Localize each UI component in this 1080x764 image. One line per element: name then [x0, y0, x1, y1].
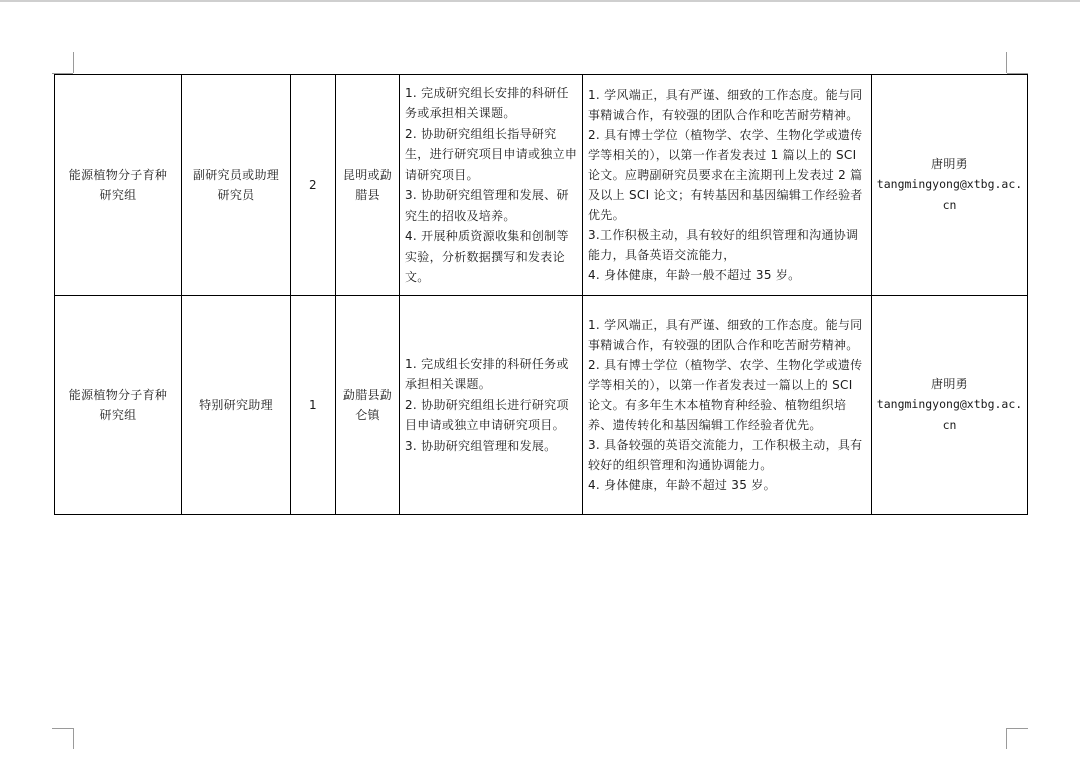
contact-email: tangmingyong@xtbg.ac.cn [876, 177, 1023, 212]
duties-text: 1. 完成研究组长安排的科研任务或承担相关课题。 2. 协助研究组组长指导研究生，进行研究项目申请或独立申请研究项目。 3. 协助研究组管理和发展、研究生的招收及培养。 4. 开展种质资源收集和创制等实验，分析数据撰写和发表论文。 [405, 85, 578, 284]
location-text: 勐腊县勐仑镇 [342, 388, 393, 422]
crop-mark-bottom-right-vertical [1006, 728, 1007, 749]
requirements-text: 1. 学风端正，具有严谨、细致的工作态度。能与同事精诚合作，有较强的团队合作和吃苦耐劳精神。 2. 具有博士学位（植物学、农学、生物化学或遗传学等相关的），以第一作者发表过一篇以上的 SCI 论文。有多年生木本植物育种经验、植物组织培养、遗传转化和基因编辑工作经验者优先。 3. 具备较强的英语交流能力，工作积极主动，具有较好的组织管理和沟通协调能力。 4. 身体健康，年龄不超过 35 岁。 [588, 318, 863, 492]
crop-mark-top-left-vertical [73, 52, 74, 73]
location-text: 昆明或勐腊县 [342, 168, 393, 202]
contact-cell [872, 296, 1028, 515]
page-top-edge [0, 0, 1080, 2]
crop-mark-top-right-vertical [1006, 52, 1007, 73]
count-cell [291, 75, 336, 296]
duties-cell [400, 296, 583, 515]
count-cell [291, 296, 336, 515]
contact-email: tangmingyong@xtbg.ac.cn [876, 397, 1023, 432]
duties-text: 1. 完成组长安排的科研任务或承担相关课题。 2. 协助研究组组长进行研究项目申请或独立申请研究项目。 3. 协助研究组管理和发展。 [405, 356, 569, 453]
department-cell [55, 296, 182, 515]
requirements-text: 1. 学风端正，具有严谨、细致的工作态度。能与同事精诚合作，有较强的团队合作和吃苦耐劳精神。 2. 具有博士学位（植物学、农学、生物化学或遗传学等相关的），以第一作者发表过 1 篇以上的 SCI 论文。应聘副研究员要求在主流期刊上发表过 2 篇及以上 SCI 论文；有转基因和基因编辑工作经验者优先。 3.工作积极主动，具有较好的组织管理和沟通协调能力，具备英语交流能力， 4. 身体健康，年龄一般不超过 35 岁。 [588, 88, 863, 282]
count-text: 2 [309, 178, 317, 192]
crop-mark-bottom-left-horizontal [52, 728, 73, 729]
position-text: 副研究员或助理研究员 [192, 168, 280, 202]
duties-cell [400, 75, 583, 296]
position-text: 特别研究助理 [199, 398, 273, 412]
location-cell [336, 75, 400, 296]
count-text: 1 [309, 398, 317, 412]
department-cell [55, 75, 182, 296]
job-positions-table [54, 74, 1028, 515]
table-row [55, 296, 1028, 515]
position-cell [182, 75, 291, 296]
department-text: 能源植物分子育种研究组 [68, 168, 168, 202]
department-text: 能源植物分子育种研究组 [68, 388, 168, 422]
position-cell [182, 296, 291, 515]
requirements-cell [583, 296, 872, 515]
table-row [55, 75, 1028, 296]
contact-name: 唐明勇 [931, 157, 968, 171]
requirements-cell [583, 75, 872, 296]
crop-mark-bottom-right-horizontal [1007, 728, 1028, 729]
contact-cell [872, 75, 1028, 296]
crop-mark-bottom-left-vertical [73, 728, 74, 749]
location-cell [336, 296, 400, 515]
contact-name: 唐明勇 [931, 377, 968, 391]
